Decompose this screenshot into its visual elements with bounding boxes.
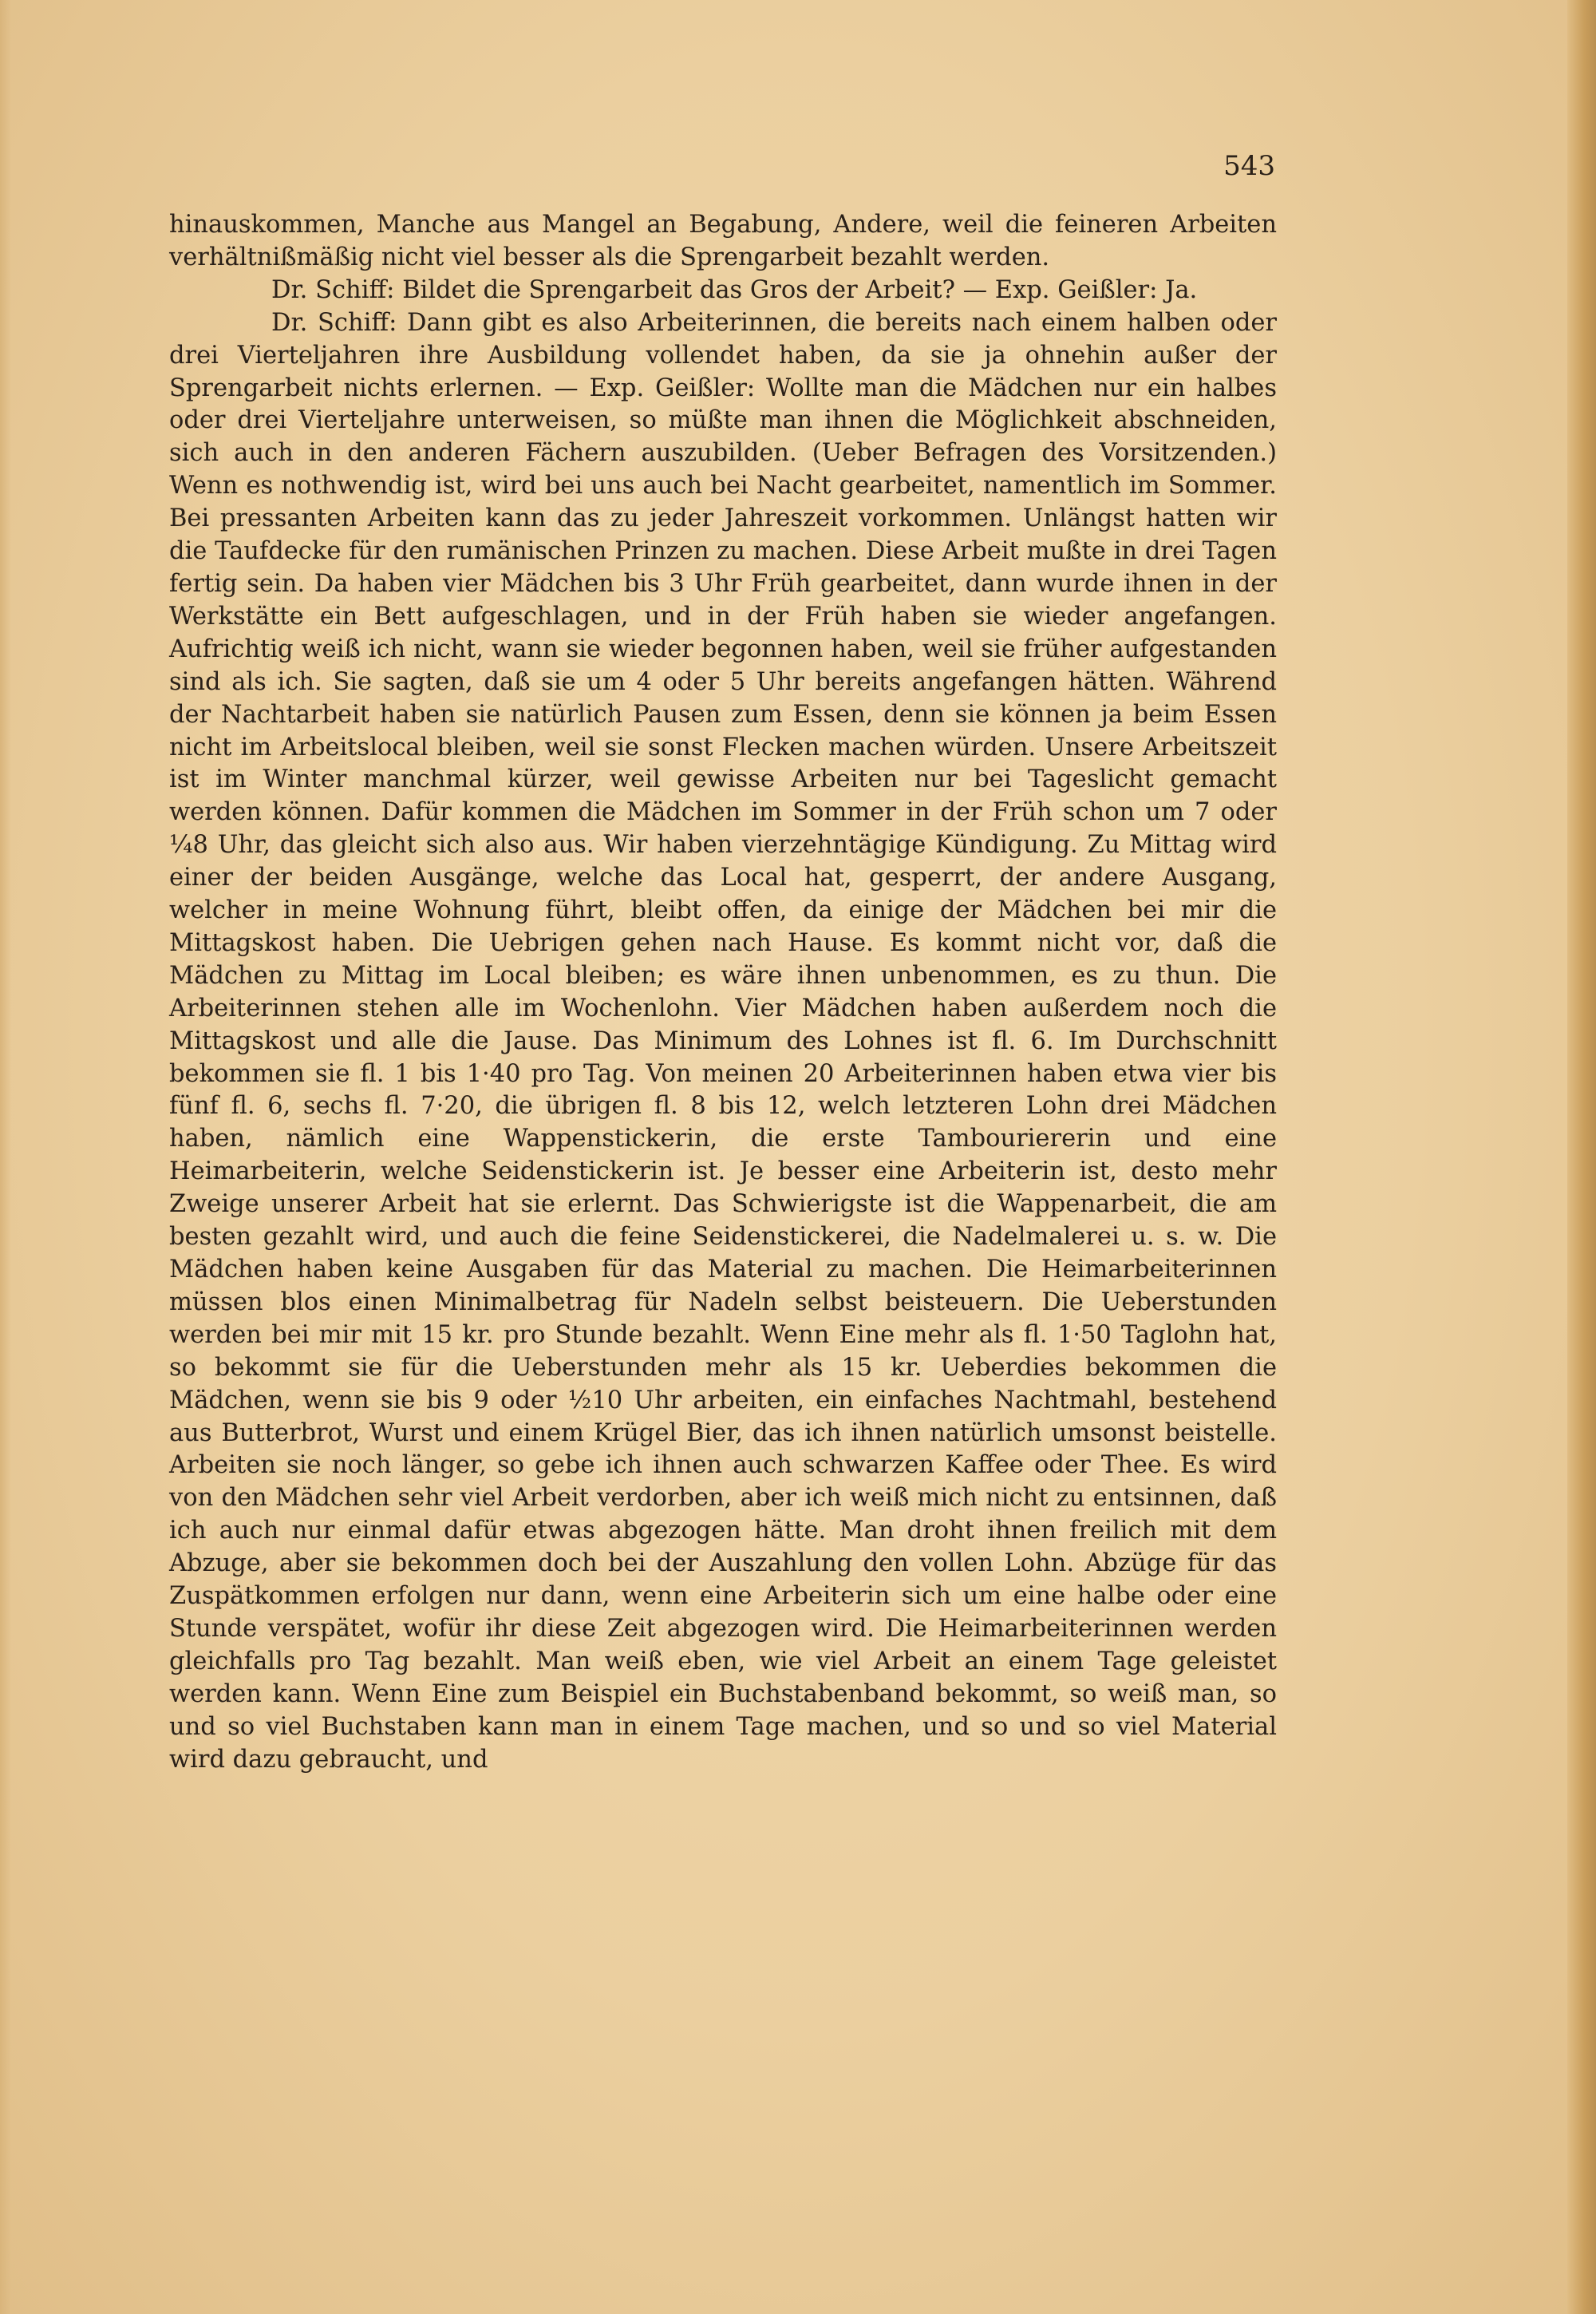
page-left-edge [0,0,11,2314]
paragraph-3: Dr. Schiff: Dann gibt es also Arbeiterinnen, die bereits nach einem halben oder drei Vierteljahren ihre Ausbildung vollendet haben, da sie ja ohnehin außer der Sprengarbeit nichts erlernen. — Exp. Geißler: Wollte man die Mädchen nur ein halbes oder drei Vierteljahre unterweisen, so müßte man ihnen die Möglichkeit abschneiden, sich auch in den anderen Fächern auszubilden. (Ueber Befragen des Vorsitzenden.) Wenn es nothwendig ist, wird bei uns auch bei Nacht gearbeitet, namentlich im Sommer. Bei pressanten Arbeiten kann das zu jeder Jahreszeit vorkommen. Unlängst hatten wir die Taufdecke für den rumänischen Prinzen zu machen. Diese Arbeit mußte in drei Tagen fertig sein. Da haben vier Mädchen bis 3 Uhr Früh gearbeitet, dann wurde ihnen in der Werkstätte ein Bett aufgeschlagen, und in der Früh haben sie wieder angefangen. Aufrichtig weiß ich nicht, wann sie wieder begonnen haben, weil sie früher aufgestanden sind als ich. Sie sagten, daß sie um 4 oder 5 Uhr bereits angefangen hätten. Während der Nachtarbeit haben sie natürlich Pausen zum Essen, denn sie können ja beim Essen nicht im Arbeitslocal bleiben, weil sie sonst Flecken machen würden. Unsere Arbeitszeit ist im Winter manchmal kürzer, weil gewisse Arbeiten nur bei Tageslicht gemacht werden können. Dafür kommen die Mädchen im Sommer in der Früh schon um 7 oder ¼8 Uhr, das gleicht sich also aus. Wir haben vierzehntägige Kündigung. Zu Mittag wird einer der beiden Ausgänge, welche das Local hat, gesperrt, der andere Ausgang, welcher in meine Wohnung führt, bleibt offen, da einige der Mädchen bei mir die Mittagskost haben. Die Uebrigen gehen nach Hause. Es kommt nicht vor, daß die Mädchen zu Mittag im Local bleiben; es wäre ihnen unbenommen, es zu thun. Die Arbeiterinnen stehen alle im Wochenlohn. Vier Mädchen haben außerdem noch die Mittagskost und alle die Jause. Das Minimum des Lohnes ist fl. 6. Im Durchschnitt bekommen sie fl. 1 bis 1·40 pro Tag. Von meinen 20 Arbeiterinnen haben etwa vier bis fünf fl. 6, sechs fl. 7·20, die übrigen fl. 8 bis 12, welch letzteren Lohn drei Mädchen haben, nämlich eine Wappenstickerin, die erste Tambouriererin und eine Heimarbeiterin, welche Seidenstickerin ist. Je besser eine Arbeiterin ist, desto mehr Zweige unserer Arbeit hat sie erlernt. Das Schwierigste ist die Wappenarbeit, die am besten gezahlt wird, und auch die feine Seidenstickerei, die Nadelmalerei u. s. w. Die Mädchen haben keine Ausgaben für das Material zu machen. Die Heimarbeiterinnen müssen blos einen Minimalbetrag für Nadeln selbst beisteuern. Die Ueberstunden werden bei mir mit 15 kr. pro Stunde bezahlt. Wenn Eine mehr als fl. 1·50 Taglohn hat, so bekommt sie für die Ueberstunden mehr als 15 kr. Ueberdies bekommen die Mädchen, wenn sie bis 9 oder ½10 Uhr arbeiten, ein einfaches Nachtmahl, bestehend aus Butterbrot, Wurst und einem Krügel Bier, das ich ihnen natürlich umsonst beistelle. Arbeiten sie noch länger, so gebe ich ihnen auch schwarzen Kaffee oder Thee. Es wird von den Mädchen sehr viel Arbeit verdorben, aber ich weiß mich nicht zu entsinnen, daß ich auch nur einmal dafür etwas abgezogen hätte. Man droht ihnen freilich mit dem Abzuge, aber sie bekommen doch bei der Auszahlung den vollen Lohn. Abzüge für das Zuspätkommen erfolgen nur dann, wenn eine Arbeiterin sich um eine halbe oder eine Stunde verspätet, wofür ihr diese Zeit abgezogen wird. Die Heimarbeiterinnen werden gleichfalls pro Tag bezahlt. Man weiß eben, wie viel Arbeit an einem Tage geleistet werden kann. Wenn Eine zum Beispiel ein Buchstabenband bekommt, so weiß man, so und so viel Buchstaben kann man in einem Tage machen, und so und so viel Material wird dazu gebraucht, und [169,308,1277,1774]
paragraph-2: Dr. Schiff: Bildet die Sprengarbeit das Gros der Arbeit? — Exp. Geißler: Ja. [271,275,1198,304]
paragraph-1: hinauskommen, Manche aus Mangel an Begabung, Andere, weil die feineren Arbeiten verhältnißmäßig nicht viel besser als die Sprengarbeit bezahlt werden. [169,211,1277,271]
page-number: 543 [1223,150,1275,182]
body-text [169,209,1277,1777]
page-right-edge-binding [1567,0,1596,2314]
